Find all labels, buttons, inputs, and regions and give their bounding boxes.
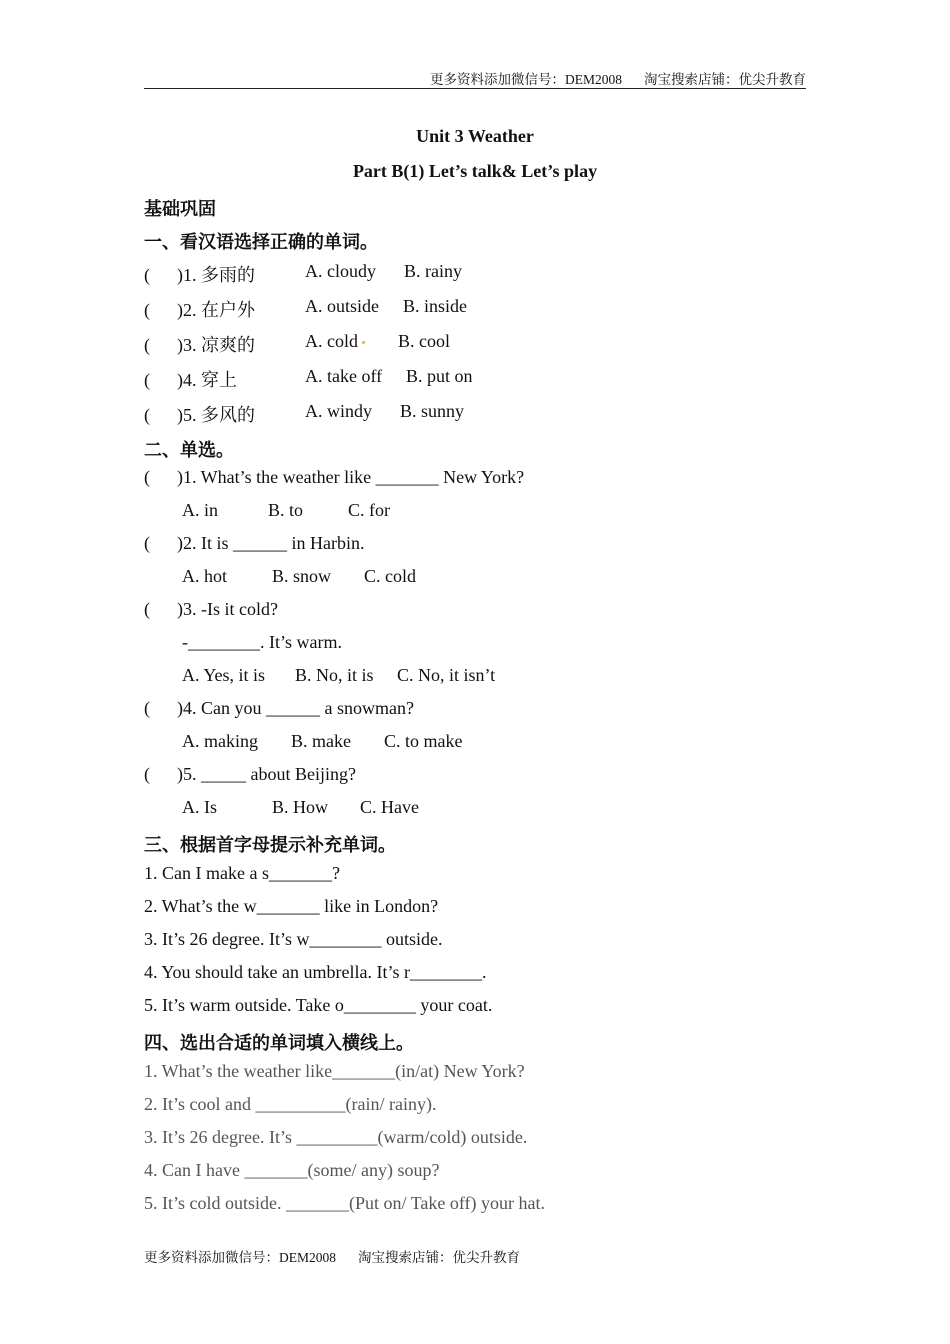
s1-question-5: ( )5. 多风的 xyxy=(144,405,255,425)
footer-wechat: 更多资料添加微信号：DEM2008 xyxy=(144,1250,336,1265)
s1-option-b: B. rainy xyxy=(404,261,462,281)
s3-item: 2. What’s the w_______ like in London? xyxy=(144,896,439,916)
s2-question-3-answer: -________. It’s warm. xyxy=(182,632,342,652)
s2-option-b: B. to xyxy=(268,500,304,520)
s1-question-4: ( )4. 穿上 xyxy=(144,370,237,390)
dot-mark xyxy=(362,341,365,344)
page-header xyxy=(144,68,806,89)
s1-option-a xyxy=(305,331,365,352)
s1-option-a-text: A. cold xyxy=(305,331,358,351)
s1-option-a: A. cloudy xyxy=(305,261,376,281)
s1-option-a: A. take off xyxy=(305,366,383,386)
s3-item: 3. It’s 26 degree. It’s w________ outside. xyxy=(144,929,443,949)
s4-item: 2. It’s cool and __________(rain/ rainy). xyxy=(144,1094,437,1114)
s2-option-c: C. No, it isn’t xyxy=(397,665,496,685)
page-title: Unit 3 Weather xyxy=(416,126,534,146)
s4-item: 5. It’s cold outside. _______(Put on/ Take off) your hat. xyxy=(144,1193,546,1213)
s2-option-a: A. Is xyxy=(182,797,217,817)
s2-option-b: B. How xyxy=(272,797,329,817)
s2-option-c: C. Have xyxy=(360,797,419,817)
section-basic: 基础巩固 xyxy=(144,199,216,219)
s1-option-b: B. cool xyxy=(398,331,450,351)
s1-option-b: B. put on xyxy=(406,366,473,386)
s2-option-a: A. in xyxy=(182,500,218,520)
s2-option-a: A. hot xyxy=(182,566,227,586)
s2-option-b: B. make xyxy=(291,731,351,751)
s2-option-c: C. for xyxy=(348,500,390,520)
s3-item: 1. Can I make a s_______? xyxy=(144,863,340,883)
s3-item: 4. You should take an umbrella. It’s r________. xyxy=(144,962,487,982)
s2-option-c: C. cold xyxy=(364,566,416,586)
s2-option-b: B. snow xyxy=(272,566,332,586)
s1-option-a: A. windy xyxy=(305,401,372,421)
s2-option-c: C. to make xyxy=(384,731,463,751)
s1-question-1: ( )1. 多雨的 xyxy=(144,265,255,285)
s2-option-b: B. No, it is xyxy=(295,665,374,685)
s4-item: 1. What’s the weather like_______(in/at) New York? xyxy=(144,1061,525,1081)
s2-question-5: ( )5. _____ about Beijing? xyxy=(144,764,356,784)
s1-option-a: A. outside xyxy=(305,296,379,316)
s2-question-1: ( )1. What’s the weather like _______ New York? xyxy=(144,467,525,487)
s1-option-b: B. sunny xyxy=(400,401,465,421)
section1-heading: 一、看汉语选择正确的单词。 xyxy=(144,232,378,252)
section3-heading: 三、根据首字母提示补充单词。 xyxy=(144,835,396,855)
section4-heading: 四、选出合适的单词填入横线上。 xyxy=(144,1033,414,1053)
footer-shop: 淘宝搜索店铺：优尖升教育 xyxy=(358,1250,520,1265)
header-shop: 淘宝搜索店铺：优尖升教育 xyxy=(644,72,806,87)
s1-question-2: ( )2. 在户外 xyxy=(144,300,255,320)
s2-question-4: ( )4. Can you ______ a snowman? xyxy=(144,698,414,718)
section2-heading: 二、单选。 xyxy=(144,440,234,460)
s2-option-a: A. Yes, it is xyxy=(182,665,266,685)
page-footer xyxy=(144,1246,542,1266)
s4-item: 4. Can I have _______(some/ any) soup? xyxy=(144,1160,440,1180)
s2-question-2: ( )2. It is ______ in Harbin. xyxy=(144,533,365,553)
s2-option-a: A. making xyxy=(182,731,258,751)
s3-item: 5. It’s warm outside. Take o________ your coat. xyxy=(144,995,493,1015)
s2-question-3: ( )3. -Is it cold? xyxy=(144,599,278,619)
s1-question-3: ( )3. 凉爽的 xyxy=(144,335,255,355)
s4-item: 3. It’s 26 degree. It’s _________(warm/cold) outside. xyxy=(144,1127,528,1147)
page-subtitle: Part B(1) Let’s talk& Let’s play xyxy=(352,161,598,181)
header-wechat: 更多资料添加微信号：DEM2008 xyxy=(430,72,622,87)
s1-option-b: B. inside xyxy=(403,296,468,316)
